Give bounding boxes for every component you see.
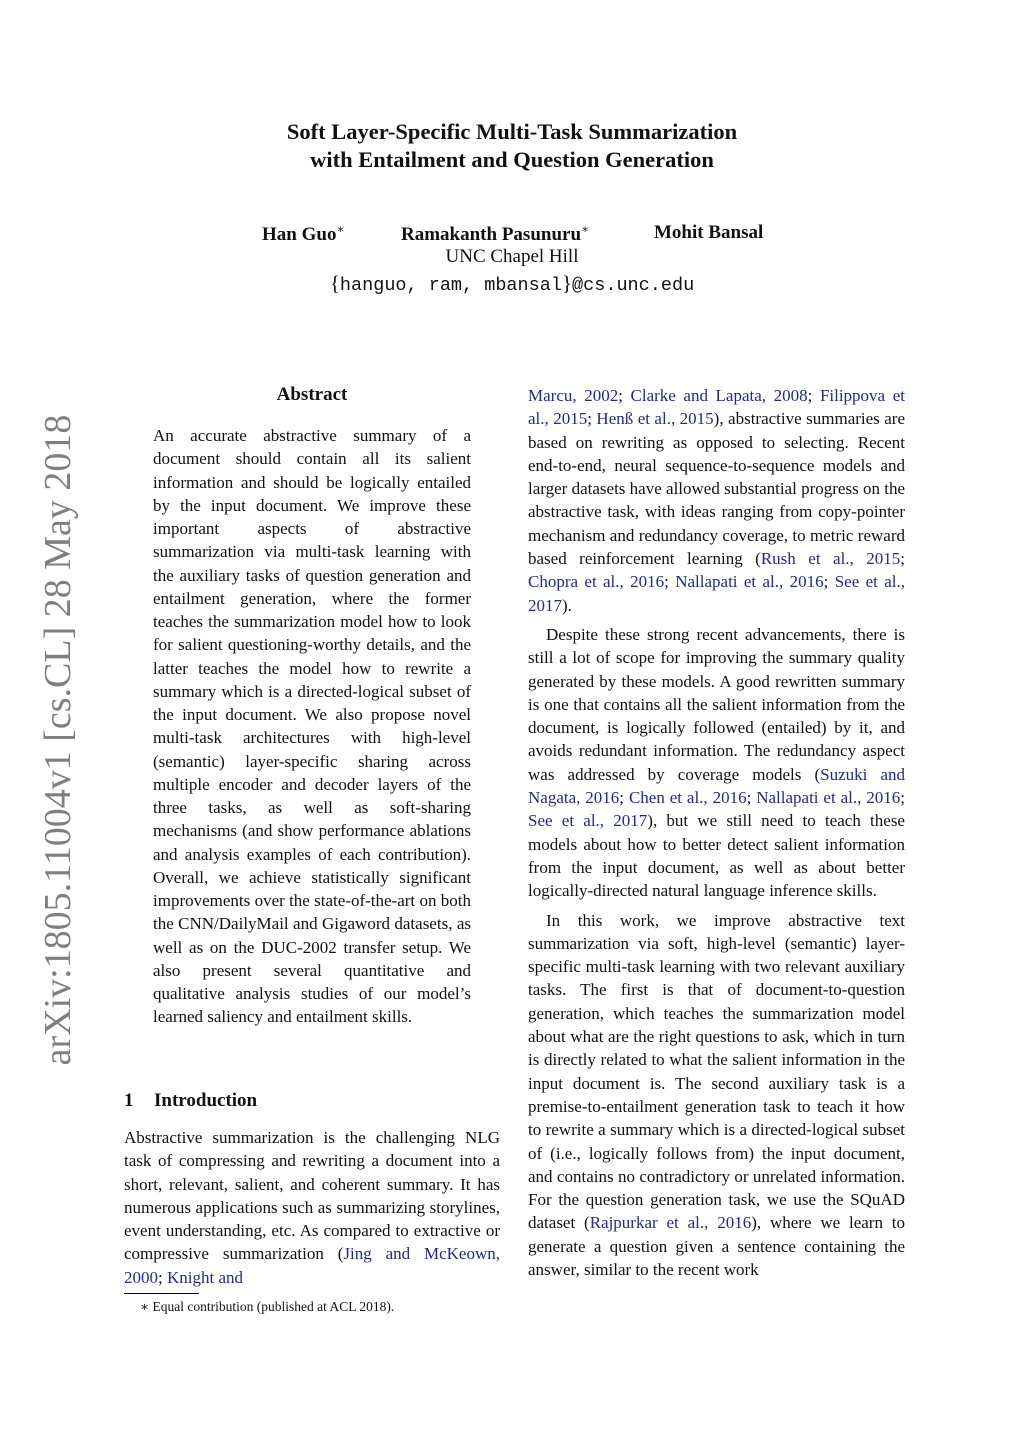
citation-link[interactable]: Rush et al., 2015 — [760, 549, 901, 569]
paragraph-this-work: In this work, we improve abstractive text summarization via soft, high-level (semantic) layer-specific multi-task learning with two relevant auxiliary tasks. The first is that of document-to-question generation, which teaches the summarization model about what are the right questions to ask, which in turn is directly related to what the salient information in the input document is. The second auxiliary task is a premise-to-entailment generation task to teach it how to rewrite a summary which is a directed-logical subset of (i.e., logically follows from) the input document, and contains no contradictory or unrelated information. For the question generation task, we use the SQuAD dataset (Rajpurkar et al., 2016), where we learn to generate a question given a sentence containing the answer, similar to the recent work — [528, 910, 906, 1279]
right-column — [528, 384, 905, 1281]
citation-link[interactable]: See et al., 2017 — [528, 572, 905, 615]
citation-link[interactable]: Marcu, 2002 — [528, 386, 619, 405]
abstract-heading: Abstract — [276, 384, 348, 405]
author-emails: {hanguo, ram, mbansal}@cs.unc.edu — [329, 271, 695, 296]
footnote-rule — [124, 1293, 199, 1294]
citation-link[interactable]: Jing and McKeown, 2000 — [124, 1244, 500, 1287]
paragraph-advancements: Despite these strong recent advancements, there is still a lot of scope for improving the summary quality generated by these models. A good rewritten summary is one that contains all the salient information from the document, is logically followed (entailed) by it, and avoids redundant information. The redundancy aspect was addressed by coverage models (Suzuki and Nagata, 2016; Chen et al., 2016; Nallapati et al., 2016; See et al., 2017), but we still need to teach these models about how to better detect salient information from the input document, as well as about better logically-directed natural language inference skills. — [528, 624, 906, 901]
citation-link[interactable]: Chen et al., 2016 — [628, 788, 747, 808]
introduction-paragraph: Abstractive summarization is the challenging NLG task of compressing and rewriting a document into a short, relevant, salient, and coherent summary. It has numerous applications such as summarizing storylines, event understanding, etc. As compared to extractive or compressive summarization (Jing and McKeown, 2000; Knight and — [124, 1128, 500, 1287]
section-title: Introduction — [154, 1090, 258, 1111]
citation-link[interactable]: Filippova et al., 2015 — [528, 386, 905, 429]
arxiv-stamp: arXiv:1805.11004v1 [cs.CL] 28 May 2018 — [37, 414, 79, 1066]
citation-link[interactable]: Suzuki and Nagata, 2016 — [528, 764, 906, 808]
author-ramakanth-pasunuru: Ramakanth Pasunuru∗ — [401, 222, 590, 245]
citation-link[interactable]: Nallapati et al., 2016 — [675, 572, 824, 592]
title-line-1: Soft Layer-Specific Multi-Task Summarization — [286, 119, 738, 144]
author-han-guo: Han Guo∗ — [262, 222, 345, 245]
citation-link[interactable]: Nallapati et al., 2016 — [756, 788, 901, 808]
affiliation: UNC Chapel Hill — [445, 246, 579, 267]
paragraph-continued: Marcu, 2002; Clarke and Lapata, 2008; Filippova et al., 2015; Henß et al., 2015), abstractive summaries are based on rewriting as opposed to selecting. Recent end-to-end, neural sequence-to-sequence models and larger datasets have allowed substantial progress on the abstractive task, with ideas ranging from copy-pointer mechanism and redundancy coverage, to metric reward based reinforcement learning (Rush et al., 2015; Chopra et al., 2016; Nallapati et al., 2016; See et al., 2017). — [528, 386, 905, 615]
citation-link[interactable]: Henß et al., 2015 — [596, 409, 714, 429]
title-line-2: with Entailment and Question Generation — [310, 147, 714, 172]
abstract-text: An accurate abstractive summary of a document should contain all its salient information and should be logically entailed by the input document. We improve these important aspects of abstractive summarization via multi-task learning with the auxiliary tasks of question generation and entailment generation, where the former teaches the summarization model how to look for salient questioning-worthy details, and the latter teaches the model how to rewrite a summary which is a directed-logical subset of the input document. We also propose novel multi-task architectures with high-level (semantic) layer-specific sharing across multiple encoder and decoder layers of the three tasks, as well as soft-sharing mechanisms (and show performance ablations and analysis examples of each contribution). Overall, we achieve statistically significant improvements over the state-of-the-art on both the CNN/DailyMail and Gigaword datasets, as well as on the DUC-2002 transfer setup. We also present several quantitative and qualitative analysis studies of our model’s learned saliency and entailment skills. — [153, 426, 471, 1027]
citation-link[interactable]: Rajpurkar et al., 2016 — [589, 1213, 752, 1233]
author-mohit-bansal: Mohit Bansal — [654, 222, 764, 243]
citation-link[interactable]: See et al., 2017 — [528, 811, 648, 831]
footnote: ∗ Equal contribution (published at ACL 2018). — [140, 1299, 395, 1314]
citation-link[interactable]: Chopra et al., 2016 — [528, 572, 665, 592]
citation-link[interactable]: Clarke and Lapata, 2008 — [630, 386, 808, 405]
section-heading-introduction — [124, 1090, 257, 1112]
citation-link[interactable]: Knight and — [166, 1267, 244, 1287]
paper-title — [0, 118, 1024, 174]
section-number: 1 — [124, 1090, 134, 1111]
